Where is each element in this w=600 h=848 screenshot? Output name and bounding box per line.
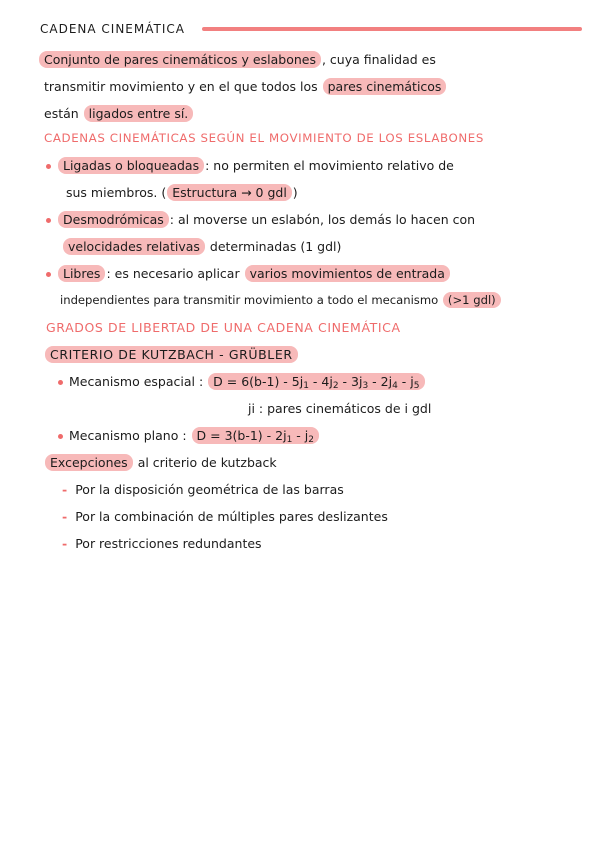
item-text: sus miembros. ( [66,185,167,200]
item-text: independientes para transmitir movimiento a todo el mecanismo [60,293,439,307]
dash-icon: - [62,482,68,497]
definition-text: están [44,106,79,121]
list-item [46,206,586,233]
item-text: Por la disposición geométrica de las barras [75,482,344,497]
item-text: ) [292,185,298,200]
bullet-icon [46,272,51,277]
list-item [46,152,586,179]
term-highlight: velocidades relativas [63,238,205,255]
term-highlight: Desmodrómicas [58,211,169,228]
item-text: ji : pares cinemáticos de i gdl [248,401,432,416]
term-highlight: varios movimientos de entrada [245,265,450,282]
formula-part: - j [292,428,309,443]
formula-part: - j [397,374,414,389]
list-item [58,368,578,395]
item-text: Mecanismo plano : [69,428,187,443]
ji-note [248,395,548,422]
formula-subscript: 2 [332,381,339,391]
list-item-continuation [60,287,595,314]
item-text: Por la combinación de múltiples pares deslizantes [75,509,388,524]
item-text: Por restricciones redundantes [75,536,262,551]
term-highlight: Libres [58,265,105,282]
formula-part: - 4j [308,374,333,389]
formula-part: D = 3(b-1) - 2j [196,428,287,443]
formula-part: - 3j [338,374,363,389]
definition-text: transmitir movimiento y en el que todos los [44,79,318,94]
term-highlight: Ligadas o bloqueadas [58,157,204,174]
list-item [62,503,542,530]
bullet-icon [46,218,51,223]
dash-icon: - [62,509,68,524]
definition-highlight: pares cinemáticos [323,78,447,95]
formula-subscript: 2 [308,435,314,445]
list-item-continuation [62,233,562,260]
title-underline [202,27,582,31]
list-item-continuation [66,179,566,206]
dash-icon: - [62,536,68,551]
bullet-icon [46,164,51,169]
item-text: Mecanismo espacial : [69,374,204,389]
definition-text: , cuya finalidad es [321,52,436,67]
list-item [62,530,542,557]
definition-line-1 [38,46,578,73]
page-title [40,16,210,43]
title-text: CADENA CINEMÁTICA [40,22,185,36]
formula-subscript: 5 [413,381,420,391]
formula-part: D = 6(b-1) - 5j [213,374,304,389]
item-text: : es necesario aplicar [106,266,240,281]
exceptions-highlight: Excepciones [45,454,133,471]
bullet-icon [58,434,63,439]
bullet-icon [58,380,63,385]
section-heading-dof [46,314,466,341]
criterion-highlight: CRITERIO DE KUTZBACH - GRÜBLER [45,346,298,363]
item-text: : al moverse un eslabón, los demás lo hacen con [169,212,476,227]
term-highlight: (>1 gdl) [443,292,501,308]
heading-text: GRADOS DE LIBERTAD DE UNA CADENA CINEMÁTICA [46,320,401,335]
exceptions-title [44,449,444,476]
item-text: : no permiten el movimiento relativo de [205,158,454,173]
formula-subscript: 1 [303,381,309,391]
item-text: al criterio de kutzback [137,455,277,470]
criterion-title [44,341,344,368]
formula-spatial [208,373,424,390]
formula-part: - 2j [368,374,393,389]
definition-line-2 [44,73,584,100]
formula-plane [192,427,319,444]
term-highlight: Estructura → 0 gdl [167,184,292,201]
formula-subscript: 4 [392,381,398,391]
list-item [46,260,586,287]
list-item [58,422,478,449]
item-text: determinadas (1 gdl) [209,239,342,254]
definition-highlight: Conjunto de pares cinemáticos y eslabones [39,51,321,68]
formula-subscript: 1 [286,435,293,445]
section-heading-chains [44,125,574,152]
heading-text: CADENAS CINEMÁTICAS SEGÚN EL MOVIMIENTO DE LOS ESLABONES [44,131,484,145]
list-item [62,476,542,503]
definition-line-3 [44,100,344,127]
formula-subscript: 3 [362,381,369,391]
definition-highlight: ligados entre sí. [84,105,194,122]
